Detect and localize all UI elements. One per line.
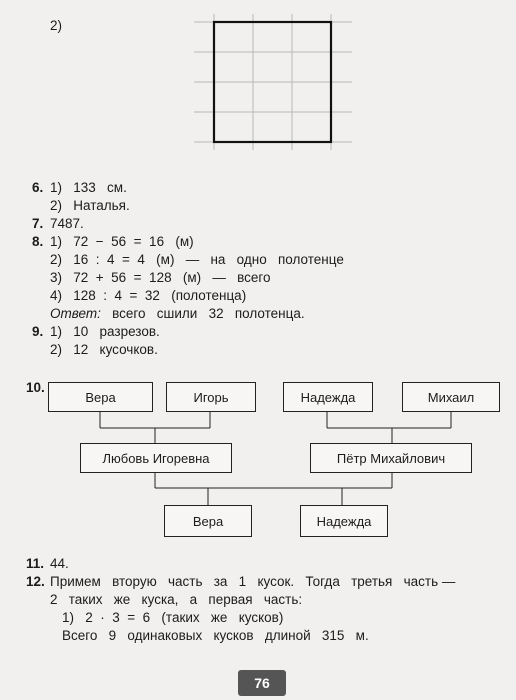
item-2-label: 2) [50, 18, 63, 33]
problem-6-line-1: 1) 133 см. [50, 180, 127, 195]
problem-7-line-1: 7487. [50, 216, 84, 231]
problem-12-number: 12. [26, 574, 45, 589]
problem-11-number: 11. [26, 556, 45, 571]
tree-box-petr-mikhailovich: Пётр Михайлович [310, 443, 472, 473]
answer-label: Ответ: [50, 306, 101, 321]
problem-8-number: 8. [32, 234, 44, 249]
problem-9-line-1: 1) 10 разрезов. [50, 324, 160, 339]
problem-7-number: 7. [32, 216, 44, 231]
tree-box-lyubov-igorevna: Любовь Игоревна [80, 443, 232, 473]
tree-box-vera-child: Вера [164, 505, 252, 537]
problem-10-number: 10. [26, 380, 45, 395]
problem-6-line-2: 2) Наталья. [50, 198, 130, 213]
problem-6-number: 6. [32, 180, 44, 195]
problem-8-line-2: 2) 16 : 4 = 4 (м) — на одно полотенце [50, 252, 344, 267]
problem-12-line-3: 1) 2 · 3 = 6 (таких же кусков) [62, 610, 284, 625]
problem-9-number: 9. [32, 324, 44, 339]
problem-8-line-1: 1) 72 − 56 = 16 (м) [50, 234, 194, 249]
problem-11-line-1: 44. [50, 556, 69, 571]
answer-text: всего сшили 32 полотенца. [100, 306, 305, 321]
problem-9-line-2: 2) 12 кусочков. [50, 342, 158, 357]
problem-8-line-3: 3) 72 + 56 = 128 (м) — всего [50, 270, 271, 285]
tree-box-mikhail: Михаил [402, 382, 500, 412]
problem-12-line-1: Примем вторую часть за 1 кусок. Тогда третья часть — [50, 574, 456, 589]
page-number: 76 [238, 670, 286, 696]
problem-8-line-4: 4) 128 : 4 = 32 (полотенца) [50, 288, 247, 303]
tree-box-nadezhda-grandmother: Надежда [283, 382, 373, 412]
problem-12-line-4: Всего 9 одинаковых кусков длиной 315 м. [62, 628, 369, 643]
problem-12-line-2: 2 таких же куска, а первая часть: [50, 592, 303, 607]
tree-box-vera-grandmother: Вера [48, 382, 153, 412]
tree-box-igor: Игорь [166, 382, 256, 412]
tree-box-nadezhda-child: Надежда [300, 505, 388, 537]
